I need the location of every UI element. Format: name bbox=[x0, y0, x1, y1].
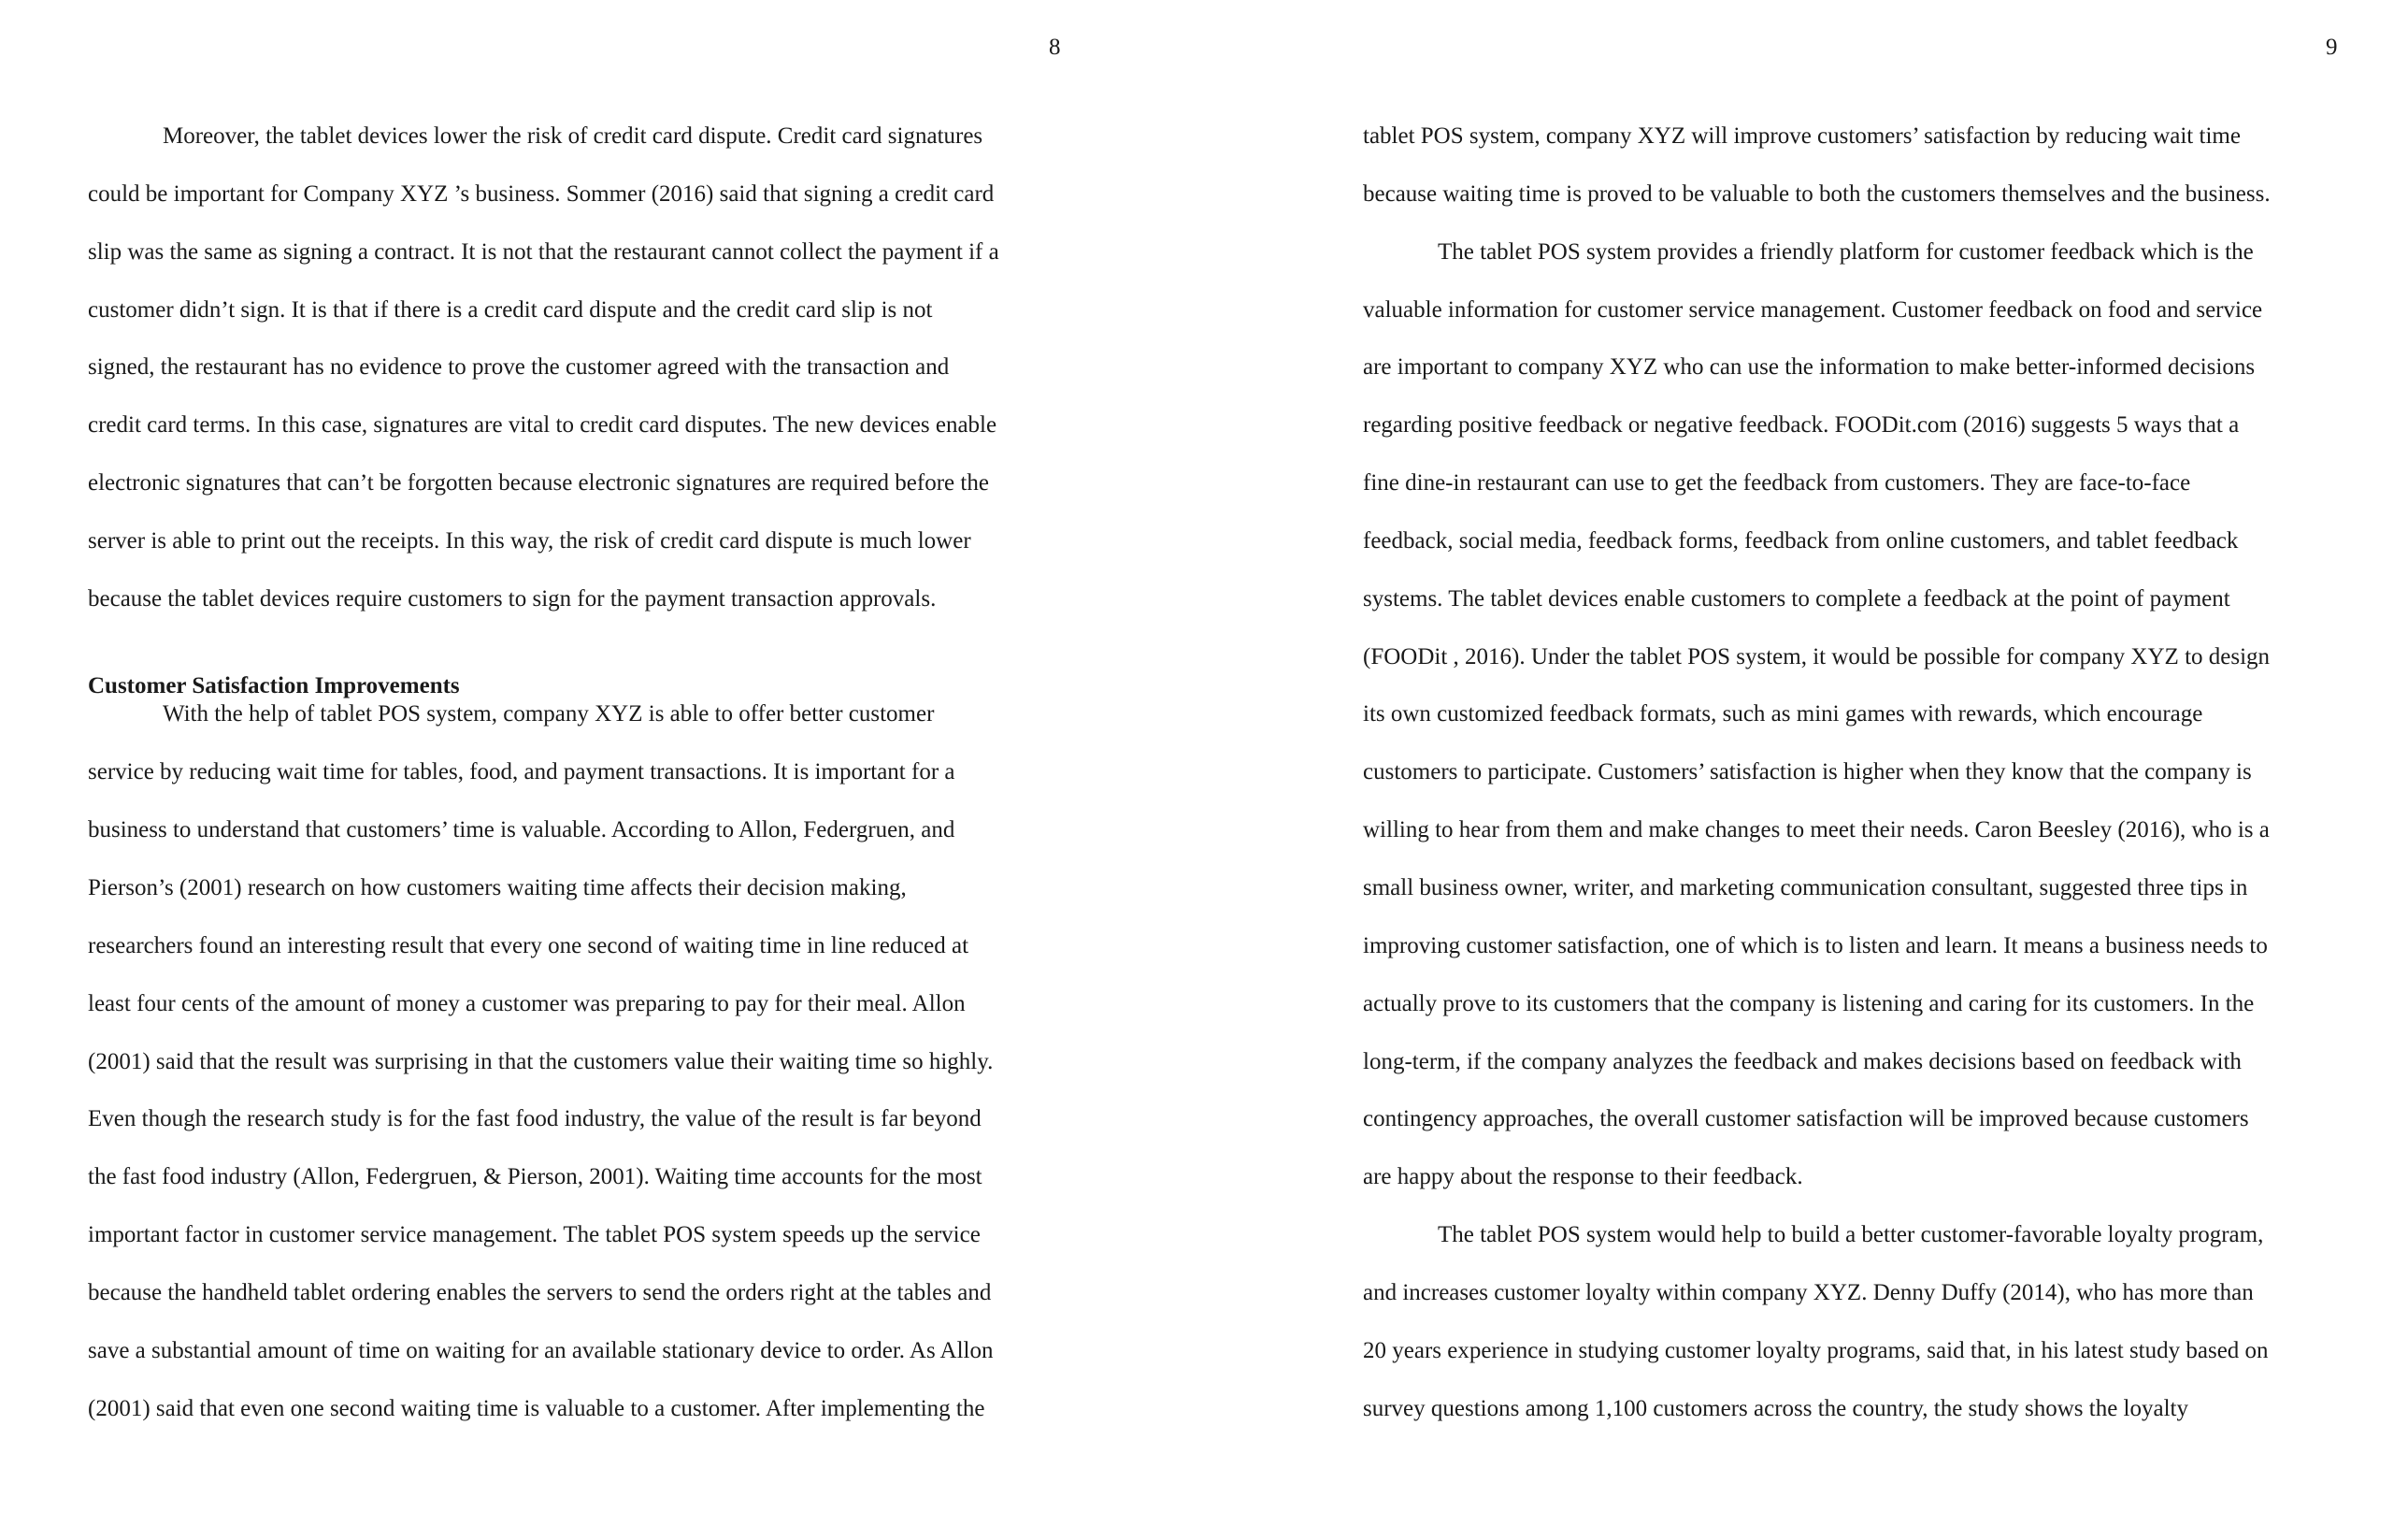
text-line: With the help of tablet POS system, company XYZ is able to offer better customer bbox=[163, 701, 935, 727]
text-line: Moreover, the tablet devices lower the risk of credit card dispute. Credit card signatures bbox=[163, 123, 983, 149]
text-line: researchers found an interesting result that every one second of waiting time in line reduced at bbox=[88, 932, 969, 958]
text-line: The tablet POS system provides a friendly platform for customer feedback which is the bbox=[1438, 238, 2254, 265]
text-line: feedback, social media, feedback forms, feedback from online customers, and tablet feedback bbox=[1363, 527, 2239, 554]
text-line: customer didn’t sign. It is that if there is a credit card dispute and the credit card slip is not bbox=[88, 296, 933, 323]
text-line: improving customer satisfaction, one of which is to listen and learn. It means a business needs to bbox=[1363, 932, 2268, 958]
paragraph-credit-card-dispute bbox=[88, 108, 1079, 628]
page-body bbox=[1363, 108, 2354, 1437]
paragraph-loyalty bbox=[1363, 1206, 2354, 1437]
text-line: tablet POS system, company XYZ will improve customers’ satisfaction by reducing wait time bbox=[1363, 123, 2241, 149]
text-line: Even though the research study is for the fast food industry, the value of the result is far beyond bbox=[88, 1106, 982, 1132]
text-line: important factor in customer service management. The tablet POS system speeds up the service bbox=[88, 1222, 981, 1248]
text-line: Pierson’s (2001) research on how customers waiting time affects their decision making, bbox=[88, 874, 907, 900]
text-line: regarding positive feedback or negative feedback. FOODit.com (2016) suggests 5 ways that a bbox=[1363, 412, 2240, 439]
text-line: (2001) said that the result was surprising in that the customers value their waiting time so highly. bbox=[88, 1048, 994, 1074]
text-line: willing to hear from them and make changes to meet their needs. Caron Beesley (2016), who is a bbox=[1363, 817, 2270, 843]
text-line: service by reducing wait time for tables, food, and payment transactions. It is important for a bbox=[88, 759, 955, 785]
text-line: are important to company XYZ who can use the information to make better-informed decisions bbox=[1363, 354, 2256, 381]
text-line: (FOODit , 2016). Under the tablet POS system, it would be possible for company XYZ to design bbox=[1363, 643, 2271, 669]
page-number: 8 bbox=[1049, 35, 1061, 60]
text-line: least four cents of the amount of money a customer was preparing to pay for their meal. Allon bbox=[88, 990, 966, 1016]
page-body bbox=[88, 108, 1079, 1437]
paragraph-feedback bbox=[1363, 223, 2354, 1206]
text-line: server is able to print out the receipts. In this way, the risk of credit card dispute is much lower bbox=[88, 527, 971, 554]
text-line: survey questions among 1,100 customers across the country, the study shows the loyalty bbox=[1363, 1395, 2188, 1421]
text-line: electronic signatures that can’t be forgotten because electronic signatures are required before the bbox=[88, 470, 989, 497]
text-line: credit card terms. In this case, signatures are vital to credit card disputes. The new devices enable bbox=[88, 412, 997, 439]
text-line: slip was the same as signing a contract. It is not that the restaurant cannot collect the payment if a bbox=[88, 238, 999, 265]
text-line: could be important for Company XYZ ’s business. Sommer (2016) said that signing a credit card bbox=[88, 180, 995, 207]
text-line: valuable information for customer service management. Customer feedback on food and service bbox=[1363, 296, 2263, 323]
text-line: systems. The tablet devices enable customers to complete a feedback at the point of payment bbox=[1363, 585, 2230, 612]
text-line: 20 years experience in studying customer loyalty programs, said that, in his latest study based on bbox=[1363, 1337, 2269, 1363]
text-line: because the handheld tablet ordering enables the servers to send the orders right at the tables and bbox=[88, 1279, 992, 1305]
text-line: The tablet POS system would help to build a better customer-favorable loyalty program, bbox=[1438, 1222, 2264, 1248]
text-line: because the tablet devices require customers to sign for the payment transaction approvals. bbox=[88, 585, 937, 612]
text-line: long-term, if the company analyzes the feedback and makes decisions based on feedback with bbox=[1363, 1048, 2242, 1074]
text-line: because waiting time is proved to be valuable to both the customers themselves and the business. bbox=[1363, 180, 2271, 207]
page-9 bbox=[1204, 0, 2408, 1526]
text-line: and increases customer loyalty within company XYZ. Denny Duffy (2014), who has more than bbox=[1363, 1279, 2254, 1305]
text-line: business to understand that customers’ time is valuable. According to Allon, Federgruen, and bbox=[88, 817, 955, 843]
paragraph-continued bbox=[1363, 108, 2354, 223]
text-line: actually prove to its customers that the company is listening and caring for its customers. In the bbox=[1363, 990, 2255, 1016]
text-line: small business owner, writer, and marketing communication consultant, suggested three tips in bbox=[1363, 874, 2248, 900]
text-line: (2001) said that even one second waiting time is valuable to a customer. After implementing the bbox=[88, 1395, 985, 1421]
text-line: save a substantial amount of time on waiting for an available stationary device to order. As Allon bbox=[88, 1337, 994, 1363]
text-line: customers to participate. Customers’ satisfaction is higher when they know that the company is bbox=[1363, 759, 2252, 785]
paragraph-wait-time bbox=[88, 685, 1079, 1437]
text-line: are happy about the response to their feedback. bbox=[1363, 1164, 1803, 1190]
text-line: signed, the restaurant has no evidence to prove the customer agreed with the transaction and bbox=[88, 354, 950, 381]
page-number: 9 bbox=[2326, 35, 2338, 60]
section-heading: Customer Satisfaction Improvements bbox=[88, 672, 460, 698]
text-line: its own customized feedback formats, such as mini games with rewards, which encourage bbox=[1363, 701, 2203, 727]
text-line: contingency approaches, the overall customer satisfaction will be improved because customers bbox=[1363, 1106, 2249, 1132]
text-line: the fast food industry (Allon, Federgruen, & Pierson, 2001). Waiting time accounts for the most bbox=[88, 1164, 982, 1190]
text-line: fine dine-in restaurant can use to get the feedback from customers. They are face-to-face bbox=[1363, 470, 2191, 497]
